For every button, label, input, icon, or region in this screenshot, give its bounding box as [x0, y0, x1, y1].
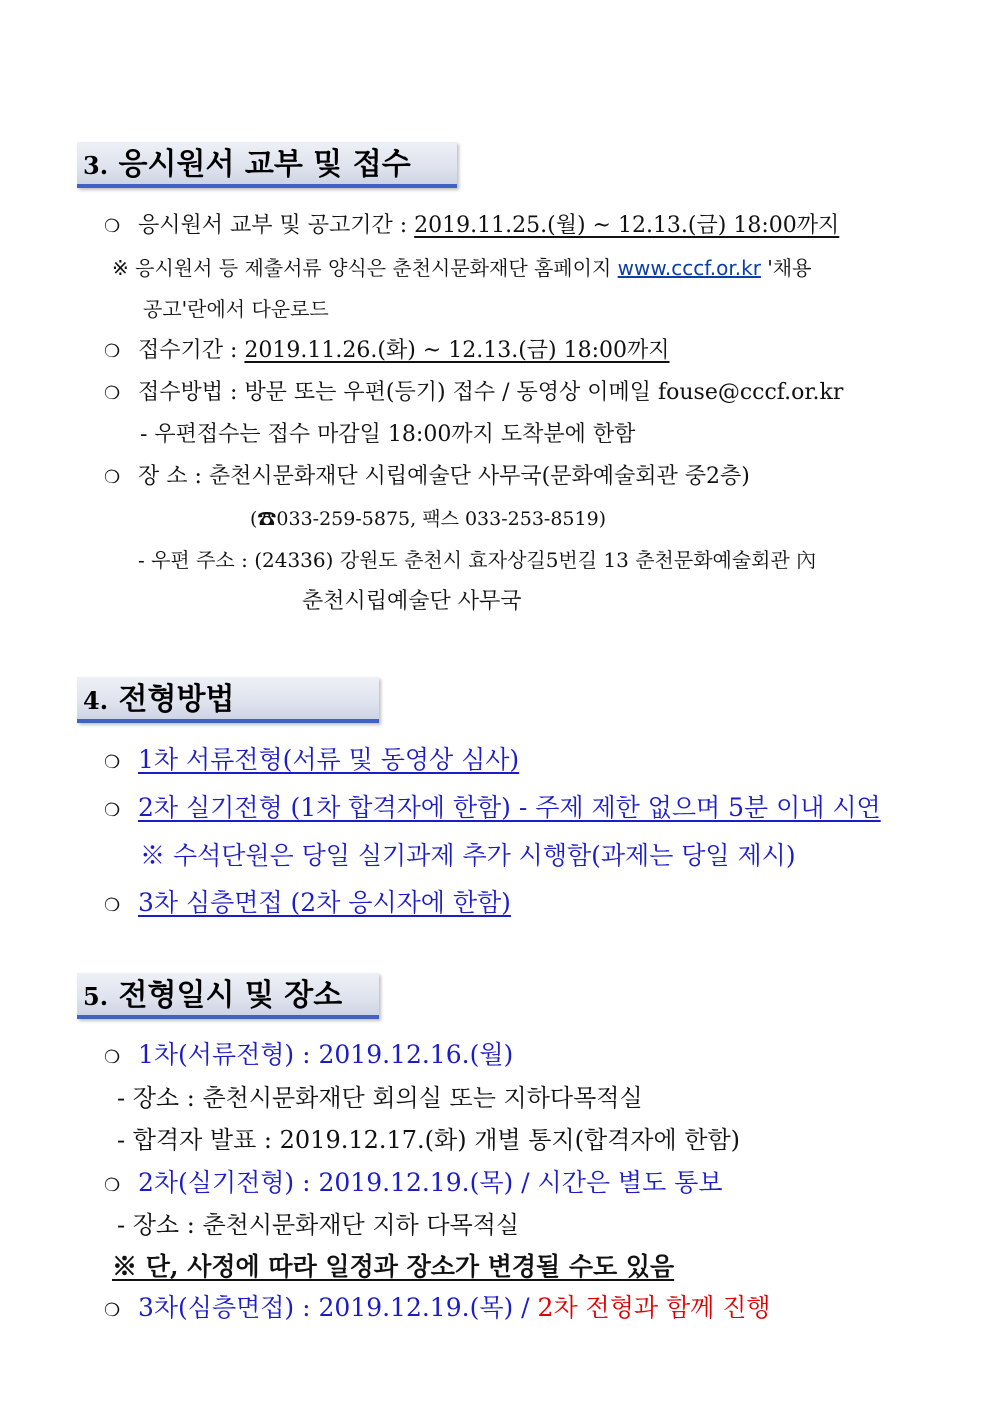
sub-item [117, 1125, 740, 1155]
note-line [112, 253, 811, 283]
sub-item-text: - 장소 : 춘천시문화재단 지하 다목적실 [117, 1211, 520, 1239]
sub-item [117, 1210, 519, 1240]
section-number: 5. [83, 982, 109, 1011]
website-link[interactable]: www.cccf.or.kr [617, 256, 761, 280]
item-text: 2차(실기전형) : 2019.12.19.(목) / 시간은 별도 통보 [138, 1168, 723, 1197]
sub-item-continued [302, 587, 522, 617]
item-text: 2차 실기전형 (1차 합격자에 한함) - 주제 제한 없으며 5분 이내 시연 [138, 793, 881, 822]
list-item [104, 336, 670, 367]
item-value: 2019.11.25.(월) ~ 12.13.(금) 18:00까지 [414, 213, 840, 238]
item-text: 3차(심층면접) : 2019.12.19.(목) / [138, 1293, 538, 1322]
list-item [104, 378, 843, 409]
note-line [112, 1252, 674, 1282]
note-text: 응시원서 등 제출서류 양식은 춘천시문화재단 홈페이지 [135, 256, 618, 280]
list-item [104, 1168, 722, 1201]
list-item [104, 462, 750, 493]
note-mark: ※ [112, 256, 129, 280]
sub-item-text: - 장소 : 춘천시문화재단 회의실 또는 지하다목적실 [117, 1084, 643, 1112]
list-item [104, 1040, 513, 1073]
item-text: 1차(서류전형) : 2019.12.16.(월) [138, 1040, 514, 1069]
bullet-icon: ❍ [104, 895, 121, 916]
sub-item-text: - 합격자 발표 : 2019.12.17.(화) 개별 통지(합격자에 한함) [117, 1126, 741, 1154]
list-item [104, 793, 881, 826]
sub-item [117, 1083, 643, 1113]
list-item [104, 211, 839, 242]
sub-item [140, 420, 635, 450]
address-text: 춘천시립예술단 사무국 [302, 589, 522, 614]
note-text: ※ 수석단원은 당일 실기과제 추가 시행함(과제는 당일 제시) [140, 841, 796, 870]
list-item [104, 888, 511, 921]
note-text: 공고'란에서 다운로드 [143, 297, 329, 321]
item-text: 1차 서류전형(서류 및 동영상 심사) [138, 745, 520, 774]
item-label: 접수기간 : [138, 338, 245, 363]
bullet-icon: ❍ [104, 216, 121, 237]
contact-line [250, 504, 606, 534]
contact-text: (☎033-259-5875, 팩스 033-253-8519) [250, 508, 607, 530]
section-title: 전형방법 [118, 682, 235, 717]
section-title: 전형일시 및 장소 [118, 978, 343, 1013]
item-text: 접수방법 : 방문 또는 우편(등기) 접수 / 동영상 이메일 fouse@cccf.or.kr [138, 380, 844, 405]
list-item [104, 745, 519, 778]
bullet-icon: ❍ [104, 1175, 121, 1196]
item-highlight: 2차 전형과 함께 진행 [537, 1293, 771, 1322]
bullet-icon: ❍ [104, 341, 121, 362]
note-text-tail: '채용 [760, 256, 812, 280]
bullet-icon: ❍ [104, 383, 121, 404]
section-number: 3. [83, 151, 109, 180]
item-text: 장 소 : 춘천시문화재단 시립예술단 사무국(문화예술회관 중2층) [138, 464, 750, 489]
note-line [140, 841, 796, 871]
section-5-heading [77, 973, 379, 1019]
item-text: 3차 심층면접 (2차 응시자에 한함) [138, 888, 511, 917]
bullet-icon: ❍ [104, 1047, 121, 1068]
sub-item [138, 545, 816, 575]
section-3-heading [77, 142, 457, 188]
section-number: 4. [83, 686, 109, 715]
note-text: ※ 단, 사정에 따라 일정과 장소가 변경될 수도 있음 [112, 1252, 675, 1281]
section-title: 응시원서 교부 및 접수 [118, 147, 411, 182]
bullet-icon: ❍ [104, 1300, 121, 1321]
item-label: 응시원서 교부 및 공고기간 : [138, 213, 415, 238]
note-line-continued [143, 294, 329, 324]
item-value: 2019.11.26.(화) ~ 12.13.(금) 18:00까지 [244, 338, 670, 363]
section-4-heading [77, 677, 379, 723]
bullet-icon: ❍ [104, 467, 121, 488]
bullet-icon: ❍ [104, 752, 121, 773]
list-item [104, 1293, 771, 1326]
sub-item-text: - 우편접수는 접수 마감일 18:00까지 도착분에 한함 [140, 422, 636, 447]
bullet-icon: ❍ [104, 800, 121, 821]
address-text: - 우편 주소 : (24336) 강원도 춘천시 효자상길5번길 13 춘천문화예술회관 內 [138, 548, 817, 572]
